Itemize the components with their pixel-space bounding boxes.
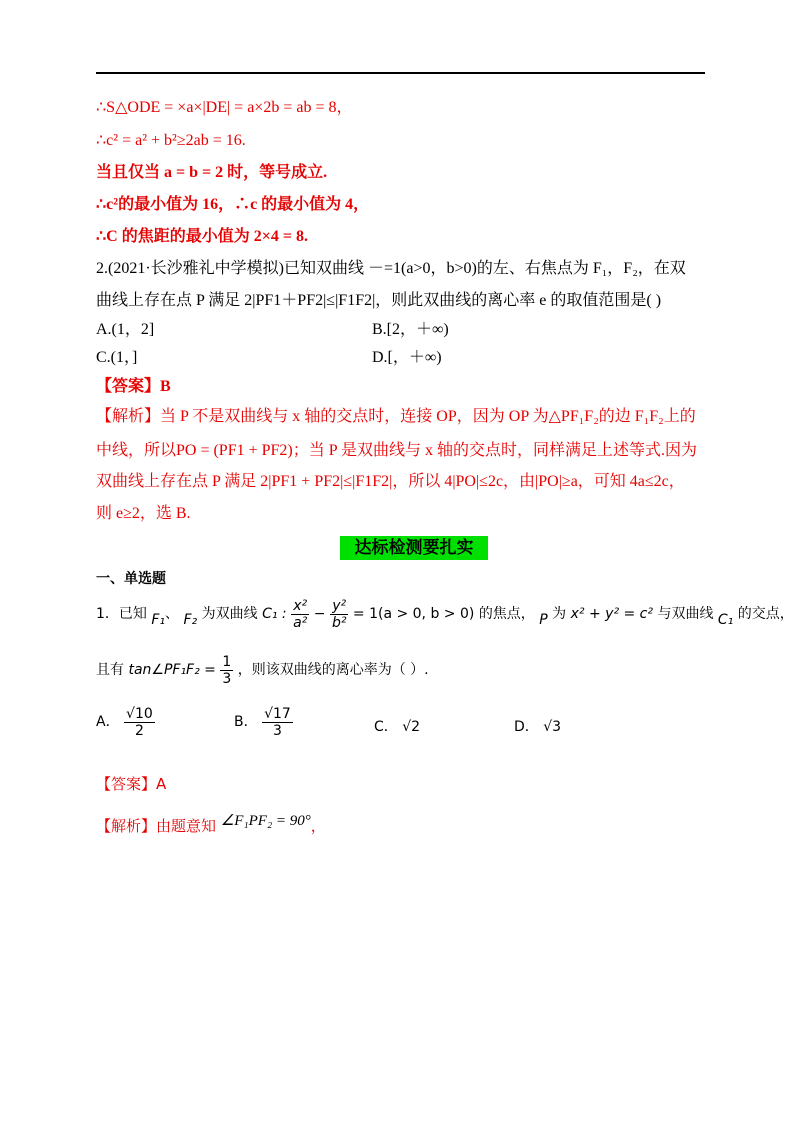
q2-explanation-line-1: 【解析】当 P 不是双曲线与 x 轴的交点时，连接 OP，因为 OP 为△PF₁F₂的边 F₁F₂上的 bbox=[96, 408, 696, 425]
prev-line-3: 当且仅当 a = b = 2 时，等号成立. bbox=[96, 164, 328, 181]
section-banner: 达标检测要扎实 bbox=[340, 536, 488, 560]
q1-fraction-x bbox=[291, 598, 309, 631]
q1-frac-num: 1 bbox=[222, 653, 232, 670]
option-label: D． bbox=[514, 719, 539, 735]
q1-frac-den: 3 bbox=[222, 670, 232, 687]
frac-den: 3 bbox=[272, 722, 282, 739]
q1-stem-line-2 bbox=[96, 652, 429, 692]
q2-option-d: D.[，＋∞) bbox=[372, 349, 442, 366]
q2-stem-line-2: 曲线上存在点 P 满足 2|PF1＋PF2|≤|F1F2|，则此双曲线的离心率 e 的取值范围是( ) bbox=[96, 292, 662, 309]
q1-answer: 【答案】A bbox=[96, 775, 167, 793]
q1-frac-num: y² bbox=[330, 598, 349, 615]
q1-frac-den: b² bbox=[331, 614, 347, 631]
q1-equation-rest: = 1(a > 0, b > 0) bbox=[352, 606, 475, 622]
q1-text: 且有 bbox=[96, 662, 124, 678]
q1-explanation bbox=[96, 806, 326, 841]
q1-text: 为双曲线 bbox=[201, 606, 258, 622]
option-label: A． bbox=[96, 714, 120, 730]
q1-text: ，则该双曲线的离心率为（ ）. bbox=[237, 662, 429, 678]
q1-frac-num: x² bbox=[291, 598, 309, 615]
option-value: √2 bbox=[402, 719, 421, 735]
q1-curve-c1: C₁ bbox=[717, 612, 734, 628]
q1-explanation-end: ， bbox=[310, 817, 326, 835]
q2-explanation-line-3: 双曲线上存在点 P 满足 2|PF1 + PF2|≤|F1F2|，所以 4|PO|≤2c，由|PO|≥a，可知 4a≤2c， bbox=[96, 473, 685, 490]
option-label: C． bbox=[374, 719, 398, 735]
q1-stem-line-1 bbox=[96, 596, 794, 636]
q1-f1: F₁ bbox=[151, 612, 166, 628]
prev-line-4: ∴c²的最小值为 16，∴c 的最小值为 4， bbox=[96, 196, 370, 213]
prev-line-5: ∴C 的焦距的最小值为 2×4 = 8. bbox=[96, 228, 308, 245]
q1-explanation-formula: ∠F₁PF₂ = 90° bbox=[220, 813, 311, 829]
option-fraction bbox=[262, 706, 293, 739]
q1-tan-expression: tan∠PF₁F₂ = bbox=[128, 662, 216, 678]
q1-explanation-label: 【解析】由题意知 bbox=[96, 817, 217, 835]
q1-text: 的焦点， bbox=[478, 606, 535, 622]
frac-num: √17 bbox=[264, 705, 291, 722]
option-fraction bbox=[124, 706, 155, 739]
prev-line-1: ∴S△ODE = ×a×|DE| = a×2b = ab = 8， bbox=[96, 99, 353, 116]
q1-option-a bbox=[96, 702, 155, 742]
q1-text: 的交点， bbox=[737, 606, 794, 622]
option-label: B． bbox=[234, 714, 258, 730]
frac-num: √10 bbox=[126, 705, 153, 722]
q2-explanation-line-4: 则 e≥2，选 B. bbox=[96, 505, 191, 522]
q2-explanation-line-2: 中线，所以PO = (PF1 + PF2)；当 P 是双曲线与 x 轴的交点时，同样满足上述等式.因为 bbox=[96, 442, 698, 459]
section-heading: 一、单选题 bbox=[96, 571, 166, 587]
header-rule bbox=[96, 72, 705, 74]
q1-option-d bbox=[514, 712, 561, 742]
q1-curve-name: C₁ : bbox=[262, 606, 287, 622]
q1-separator: 、 bbox=[165, 606, 180, 622]
q1-text: 1．已知 bbox=[96, 606, 147, 622]
q2-stem-line-1: 2.(2021·长沙雅礼中学模拟)已知双曲线 －=1(a>0，b>0)的左、右焦点为 F₁，F₂，在双 bbox=[96, 260, 686, 277]
q1-option-b bbox=[234, 702, 293, 742]
q1-fraction-third bbox=[220, 654, 233, 687]
q1-f2: F₂ bbox=[183, 612, 198, 628]
q1-circle-eq: x² + y² = c² bbox=[570, 606, 653, 622]
q1-text: 与双曲线 bbox=[657, 606, 714, 622]
q2-option-c: C.(1，] bbox=[96, 349, 138, 366]
prev-line-2: ∴c² = a² + b²≥2ab = 16. bbox=[96, 132, 246, 149]
q2-option-a: A.(1，2] bbox=[96, 321, 155, 338]
q1-fraction-y bbox=[330, 598, 349, 631]
q1-option-c bbox=[374, 712, 420, 742]
q1-text: 为 bbox=[552, 606, 567, 622]
q1-minus: − bbox=[313, 606, 326, 622]
frac-den: 2 bbox=[134, 722, 144, 739]
q2-option-b: B.[2，＋∞) bbox=[372, 321, 449, 338]
option-value: √3 bbox=[543, 719, 562, 735]
q2-answer: 【答案】B bbox=[96, 378, 171, 395]
q1-point-p: P bbox=[539, 612, 548, 628]
q1-frac-den: a² bbox=[293, 614, 308, 631]
